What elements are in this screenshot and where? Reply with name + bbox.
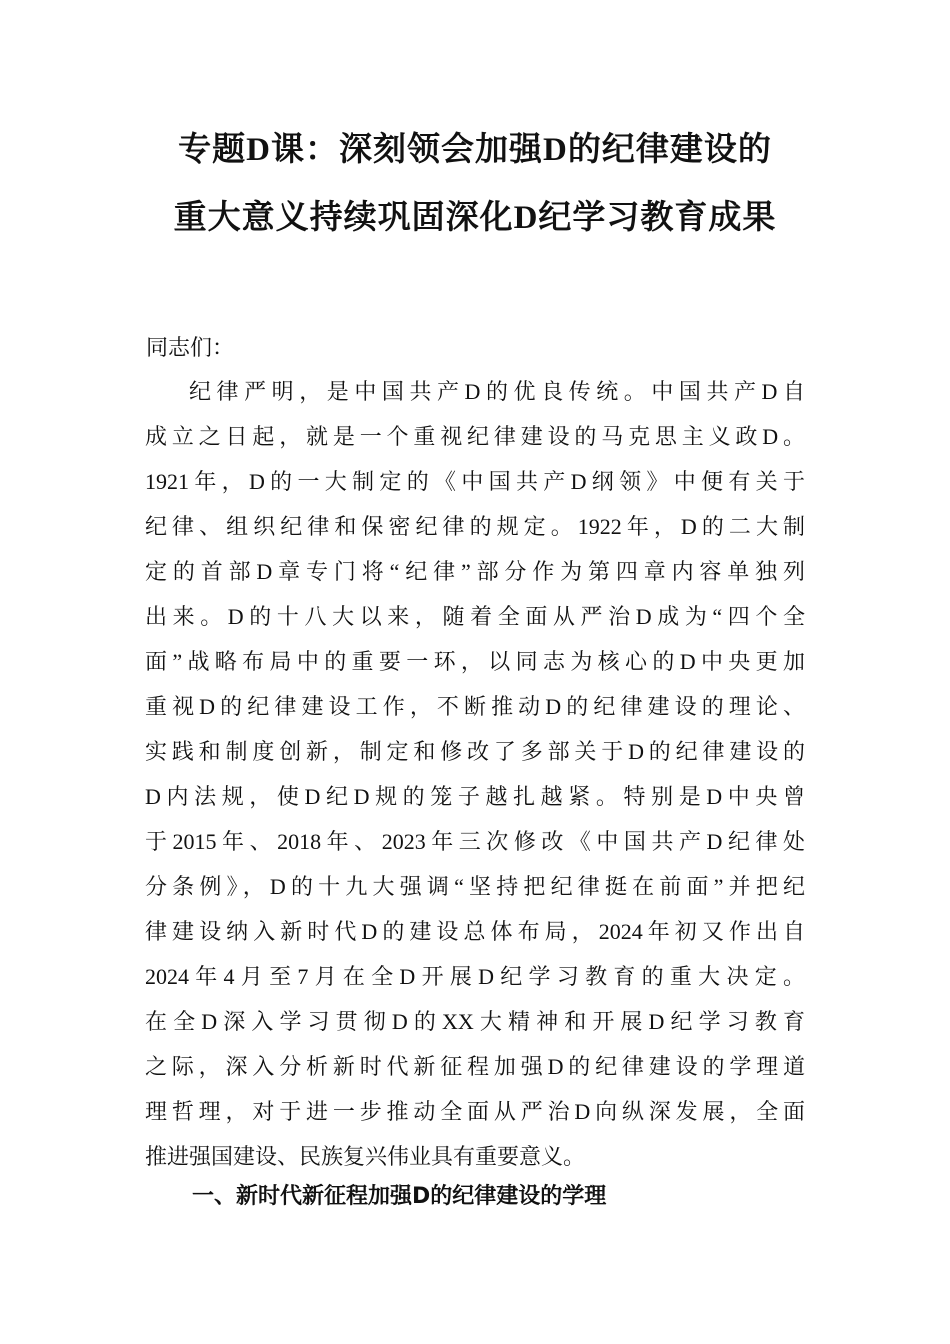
paragraph-line: 重视D的纪律建设工作，不断推动D的纪律建设的理论、 bbox=[145, 694, 805, 719]
paragraph-line: 1921年，D的一大制定的《中国共产D纲领》中便有关于 bbox=[145, 469, 805, 494]
paragraph-line: D内法规，使D纪D规的笼子越扎越紧。特别是D中央曾 bbox=[145, 784, 805, 809]
paragraph-line: 纪律严明，是中国共产D的优良传统。中国共产D自 bbox=[189, 379, 805, 404]
paragraph-line: 纪律、组织纪律和保密纪律的规定。1922年，D的二大制 bbox=[145, 514, 805, 539]
greeting: 同志们： bbox=[146, 335, 235, 360]
paragraph-line: 2024年4月至7月在全D开展D纪学习教育的重大决定。 bbox=[145, 964, 805, 989]
paragraph-line: 面”战略布局中的重要一环，以同志为核心的D中央更加 bbox=[145, 649, 805, 674]
paragraph-line: 定的首部D章专门将“纪律”部分作为第四章内容单独列 bbox=[145, 559, 805, 584]
paragraph-line: 理哲理，对于进一步推动全面从严治D向纵深发展，全面 bbox=[145, 1099, 805, 1124]
paragraph-line: 成立之日起，就是一个重视纪律建设的马克思主义政D。 bbox=[145, 424, 805, 449]
section-heading: 一、新时代新征程加强D的纪律建设的学理 bbox=[192, 1184, 607, 1209]
paragraph-line: 实践和制度创新，制定和修改了多部关于D的纪律建设的 bbox=[145, 739, 805, 764]
document-title-line-1: 专题D课：深刻领会加强D的纪律建设的 bbox=[178, 132, 772, 168]
paragraph-line: 出来。D的十八大以来，随着全面从严治D成为“四个全 bbox=[145, 604, 805, 629]
paragraph-line: 在全D深入学习贯彻D的XX大精神和开展D纪学习教育 bbox=[145, 1009, 805, 1034]
paragraph-line: 分条例》，D的十九大强调“坚持把纪律挺在前面”并把纪 bbox=[145, 874, 805, 899]
paragraph-line: 之际，深入分析新时代新征程加强D的纪律建设的学理道 bbox=[145, 1054, 805, 1079]
paragraph-line: 律建设纳入新时代D的建设总体布局，2024年初又作出自 bbox=[145, 919, 805, 944]
body-paragraph bbox=[145, 377, 805, 1187]
paragraph-line: 推进强国建设、民族复兴伟业具有重要意义。 bbox=[145, 1144, 586, 1169]
paragraph-line: 于2015年、2018年、2023年三次修改《中国共产D纪律处 bbox=[145, 829, 805, 854]
document-title-line-2: 重大意义持续巩固深化D纪学习教育成果 bbox=[173, 200, 777, 236]
